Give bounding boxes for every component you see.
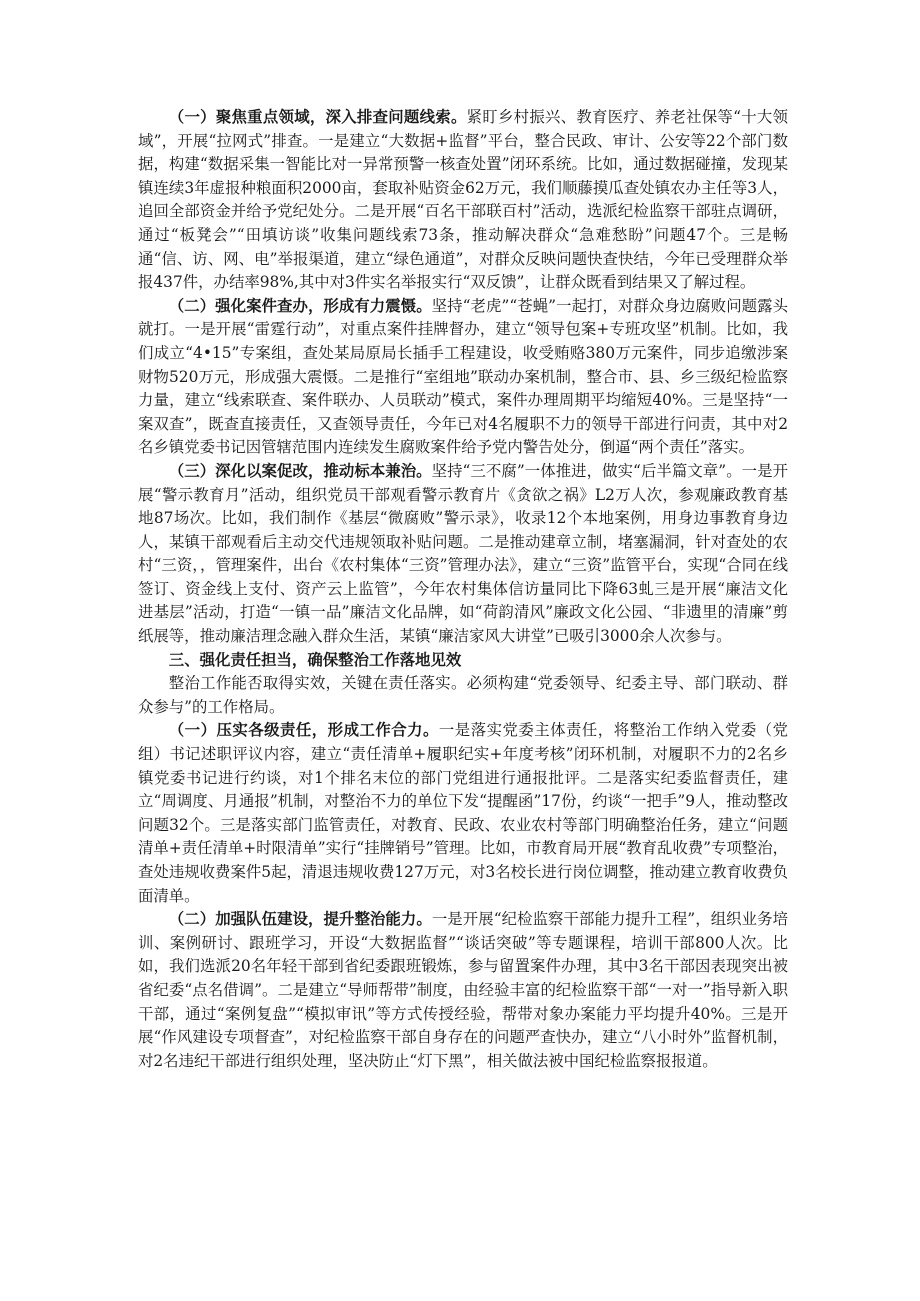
paragraph-2-lead: （二）强化案件查办，形成有力震慑。 bbox=[168, 296, 432, 315]
paragraph-5 bbox=[138, 908, 788, 1073]
paragraph-4-body: 一是落实党委主体责任，将整治工作纳入党委（党组）书记述职评议内容，建立“责任清单+履职纪实+年度考核”闭环机制，对履职不力的2名乡镇党委书记进行约谈，对1个排名末位的部门党组进行通报批评。二是落实纪委监督责任，建立“周调度、月通报”机制，对整治不力的单位下发“提醒函”17份，约谈“一把手”9人，推动整改问题32个。三是落实部门监管责任，对教育、民政、农业农村等部门明确整治任务，建立“问题清单+责任清单+时限清单”实行“挂牌销号”管理。比如，市教育局开展“教育乱收费”专项整治，查处违规收费案件5起，清退违规收费127万元，对3名校长进行岗位调整，推动建立教育收费负面清单。 bbox=[138, 721, 788, 905]
paragraph-4 bbox=[138, 719, 788, 908]
paragraph-5-body: 一是开展“纪检监察干部能力提升工程”，组织业务培训、案例研讨、跟班学习，开设“大数据监督”“谈话突破”等专题课程，培训干部800人次。比如，我们选派20名年轻干部到省纪委跟班锻炼，参与留置案件办理，其中3名干部因表现突出被省纪委“点名借调”。二是建立“导师帮带”制度，由经验丰富的纪检监察干部“一对一”指导新入职干部，通过“案例复盘”“模拟审讯”等方式传授经验，帮带对象办案能力平均提升40%。三是开展“作风建设专项督查”，对纪检监察干部自身存在的问题严查快办，建立“八小时外”监督机制，对2名违纪干部进行组织处理，坚决防止“灯下黑”，相关做法被中国纪检监察报报道。 bbox=[138, 910, 788, 1070]
document-page bbox=[138, 106, 788, 1073]
section-heading-3: 三、强化责任担当，确保整治工作落地见效 bbox=[168, 650, 462, 669]
paragraph-2-body: 坚持“老虎”“苍蝇”一起打，对群众身边腐败问题露头就打。一是开展“雷霆行动”，对重点案件挂牌督办，建立“领导包案+专班攻坚”机制。比如，我们成立“4•15”专案组，查处某局原局长插手工程建设，收受贿赂380万元案件，同步追缴涉案财物520万元，形成强大震慑。二是推行“室组地”联动办案机制，整合市、县、乡三级纪检监察力量，建立“线索联查、案件联办、人员联动”模式，案件办理周期平均缩短40%。三是坚持“一案双查”，既查直接责任，又查领导责任，今年已对4名履职不力的领导干部进行问责，其中对2名乡镇党委书记因管辖范围内连续发生腐败案件给予党内警告处分，倒逼“两个责任”落实。 bbox=[138, 296, 788, 457]
paragraph-1-lead: （一）聚焦重点领域，深入排查问题线索。 bbox=[168, 108, 467, 126]
paragraph-3 bbox=[138, 460, 788, 649]
paragraph-1-body: 紧盯乡村振兴、教育医疗、养老社保等“十大领域”，开展“拉网式”排查。一是建立“大数据+监督”平台，整合民政、审计、公安等22个部门数据，构建“数据采集一智能比对一异常预警一核查处置”闭环系统。比如，通过数据碰撞，发现某镇连续3年虚报种粮面积2000亩，套取补贴资金62万元，我们顺藤摸瓜查处镇农办主任等3人，追回全部资金并给予党纪处分。二是开展“百名干部联百村”活动，选派纪检监察干部驻点调研，通过“板凳会”“田填访谈”收集问题线索73条，推动解决群众“急难愁盼”问题47个。三是畅通“信、访、网、电”举报渠道，建立“绿色通道”，对群众反映问题快查快结，今年已受理群众举报437件，办结率98%,其中对3件实名举报实行“双反馈”，让群众既看到结果又了解过程。 bbox=[138, 108, 788, 292]
paragraph-2 bbox=[138, 295, 788, 460]
paragraph-5-lead: （二）加强队伍建设，提升整治能力。 bbox=[168, 910, 432, 929]
paragraph-3-body: 坚持“三不腐”一体推进，做实“后半篇文章”。一是开展“警示教育月”活动，组织党员干部观看警示教育片《贪欲之祸》L2万人次，参观廉政教育基地87场次。比如，我们制作《基层“微腐败”警示录》，收录12个本地案例，用身边事教育身边人，某镇干部观看后主动交代违规领取补贴问题。二是推动建章立制，堵塞漏洞，针对查处的农村“三资，，管理案件，出台《农村集体“三资”管理办法》，建立“三资”监管平台，实现“合同在线签订、资金线上支付、资产云上监管”，今年农村集体信访量同比下降63虬三是开展“廉洁文化进基层”活动，打造“一镇一品”廉洁文化品牌，如“荷韵清风”廉政文化公园、“非遗里的清廉”剪纸展等，推动廉洁理念融入群众生活，某镇“廉洁家风大讲堂”已吸引3000余人次参与。 bbox=[138, 461, 788, 646]
section-intro: 整治工作能否取得实效，关键在责任落实。必须构建“党委领导、纪委主导、部门联动、群众参与”的工作格局。 bbox=[138, 674, 788, 716]
paragraph-3-lead: （三）深化以案促改，推动标本兼治。 bbox=[168, 461, 432, 480]
paragraph-4-lead: （一）压实各级责任，形成工作合力。 bbox=[168, 721, 439, 740]
paragraph-1 bbox=[138, 106, 788, 295]
